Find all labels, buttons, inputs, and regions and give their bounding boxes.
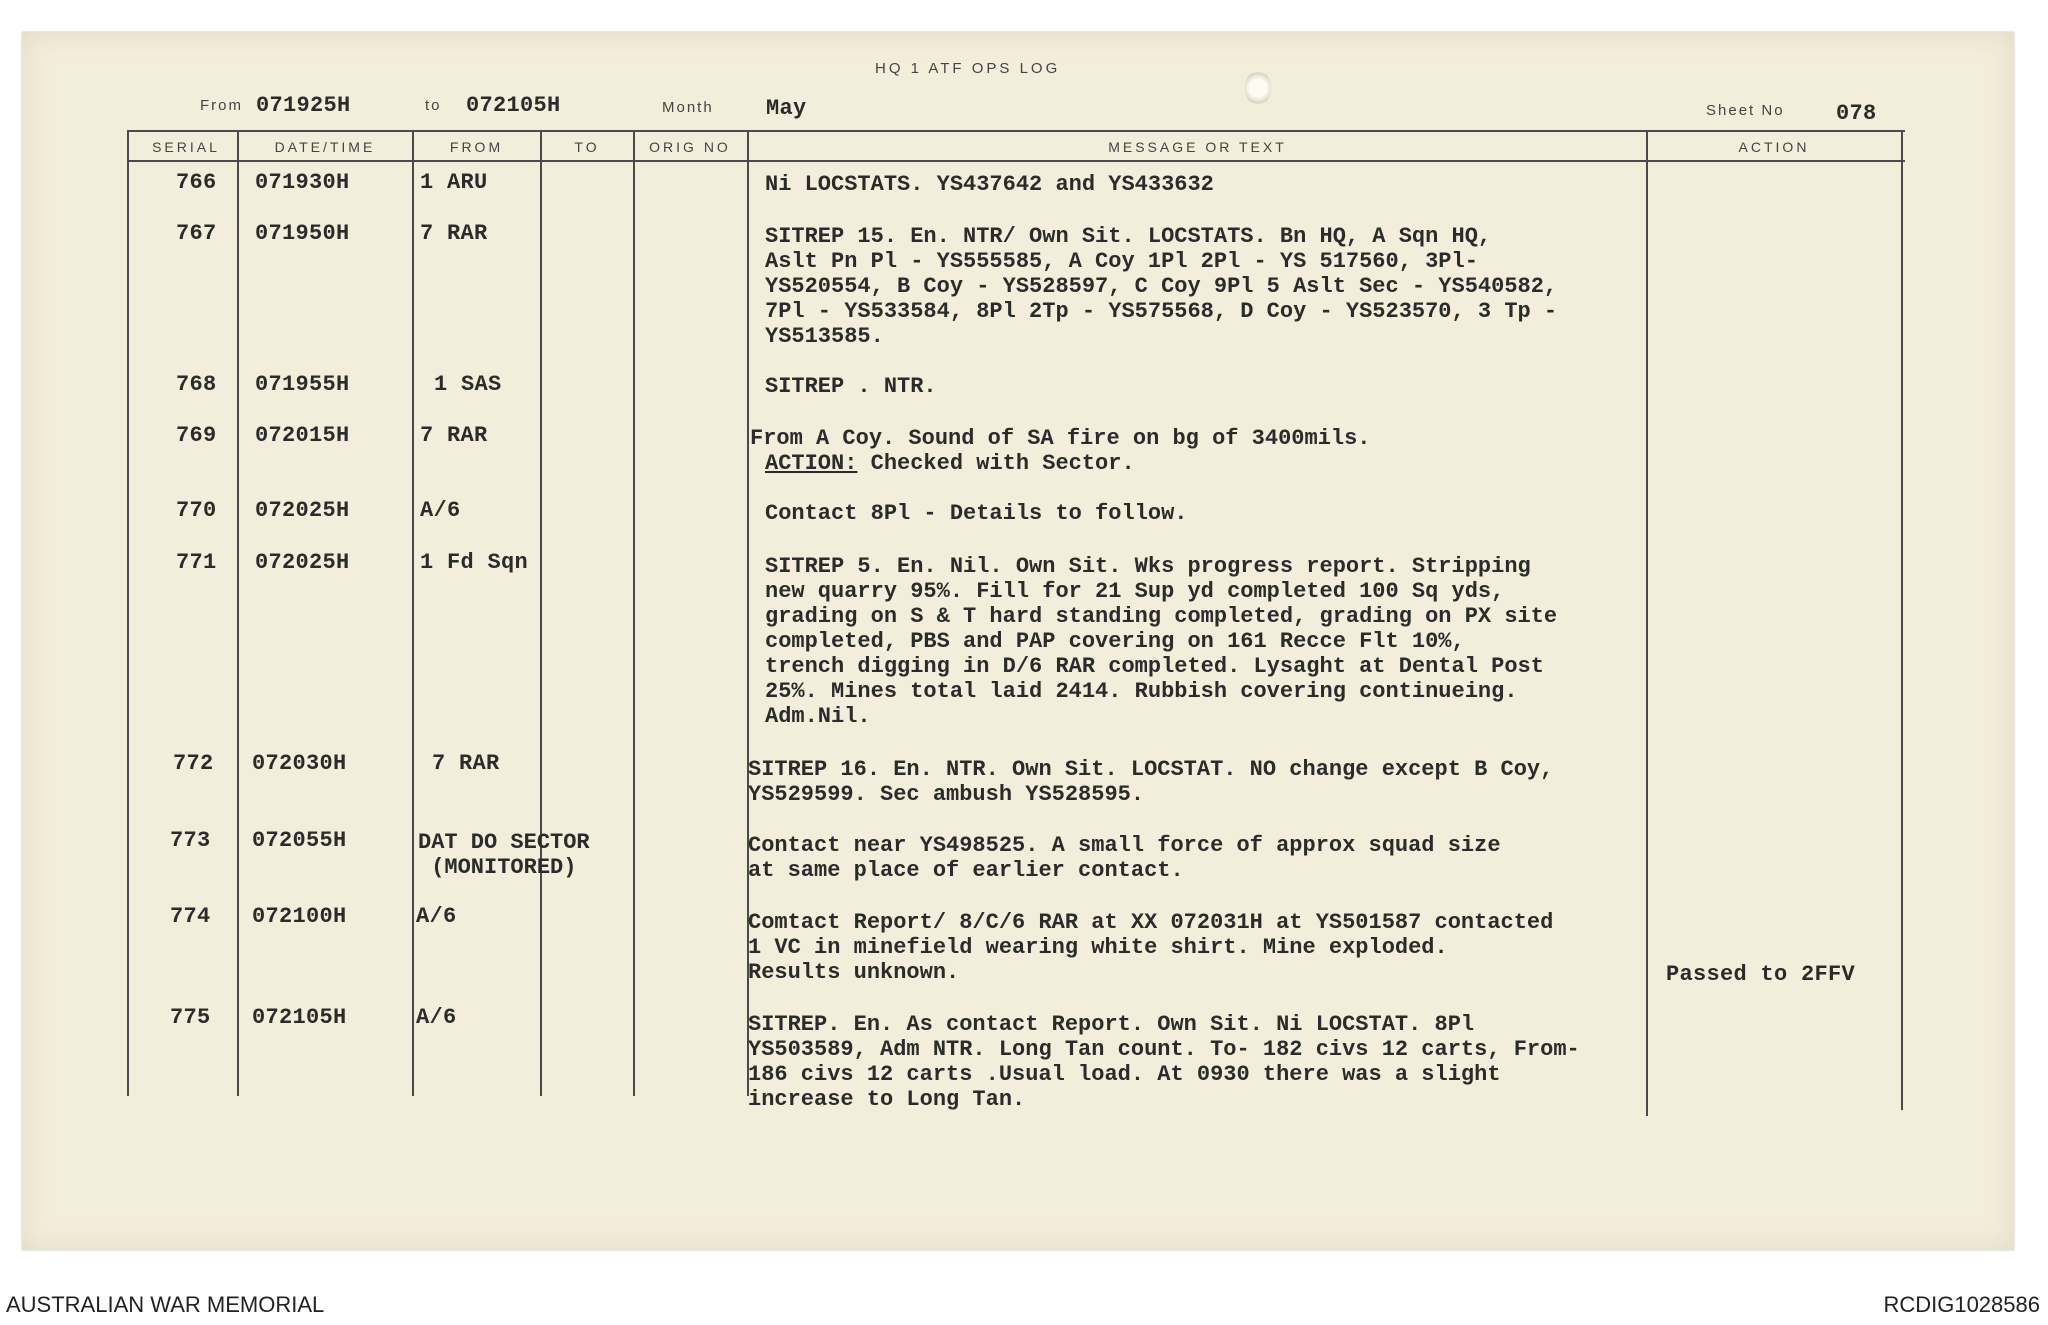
col-divider	[1901, 130, 1903, 1110]
footer-source: AUSTRALIAN WAR MEMORIAL	[6, 1292, 325, 1317]
log-title: HQ 1 ATF OPS LOG	[875, 60, 1061, 77]
row-serial: 769	[176, 423, 217, 448]
col-divider	[127, 130, 129, 1096]
row-datetime: 072025H	[255, 550, 350, 575]
col-header-serial: SERIAL	[152, 139, 220, 155]
row-message: Comtact Report/ 8/C/6 RAR at XX 072031H at YS501587 contacted 1 VC in minefield wearing white shirt. Mine exploded. Results unknown.	[748, 910, 1554, 985]
row-datetime: 071955H	[255, 372, 350, 397]
from-value: 071925H	[256, 93, 351, 118]
row-datetime: 072105H	[252, 1005, 347, 1030]
col-divider	[1646, 130, 1648, 1116]
row-from: 1 Fd Sqn	[420, 550, 529, 575]
row-message: SITREP 15. En. NTR/ Own Sit. LOCSTATS. Bn HQ, A Sqn HQ, Aslt Pn Pl - YS555585, A Coy 1Pl 2Pl - YS 517560, 3Pl- YS520554, B Coy - YS528597, C Coy 9Pl 5 Aslt Sec - YS540582, 7Pl - YS533584, 8Pl 2Tp - YS575568, D Coy - YS523570, 3 Tp - YS513585.	[765, 224, 1558, 349]
row-datetime: 071950H	[255, 221, 350, 246]
to-value: 072105H	[466, 93, 561, 118]
row-message: SITREP 16. En. NTR. Own Sit. LOCSTAT. NO change except B Coy, YS529599. Sec ambush YS528595.	[748, 757, 1554, 807]
row-serial: 771	[176, 550, 217, 575]
row-serial: 768	[176, 372, 217, 397]
row-message: SITREP . NTR.	[765, 374, 937, 399]
from-label: From	[200, 97, 243, 114]
row-serial: 767	[176, 221, 217, 246]
row-from: 7 RAR	[420, 423, 488, 448]
table-top-rule	[127, 130, 1905, 132]
row-from: 1 SAS	[434, 372, 502, 397]
row-serial: 770	[176, 498, 217, 523]
row-from: 7 RAR	[420, 221, 488, 246]
col-header-message: MESSAGE OR TEXT	[1108, 139, 1287, 155]
col-divider	[540, 130, 542, 1096]
row-from: DAT DO SECTOR (MONITORED)	[418, 830, 590, 880]
punch-hole	[1245, 70, 1271, 106]
col-header-action: ACTION	[1738, 139, 1810, 155]
col-divider	[633, 130, 635, 1096]
row-message-action	[765, 451, 1135, 476]
month-value: May	[766, 96, 807, 121]
row-serial: 766	[176, 170, 217, 195]
col-divider	[237, 130, 239, 1096]
action-label: ACTION:	[765, 451, 858, 476]
row-serial: 773	[170, 828, 211, 853]
row-datetime: 071930H	[255, 170, 350, 195]
row-datetime: 072030H	[252, 751, 347, 776]
row-from: A/6	[416, 904, 457, 929]
row-action: Passed to 2FFV	[1666, 962, 1856, 987]
col-header-to: TO	[574, 139, 600, 155]
action-text: Checked with Sector.	[857, 451, 1135, 476]
col-header-from: FROM	[449, 139, 504, 155]
row-message: From A Coy. Sound of SA fire on bg of 3400mils.	[750, 426, 1371, 451]
row-serial: 774	[170, 904, 211, 929]
row-message: Contact 8Pl - Details to follow.	[765, 501, 1188, 526]
month-label: Month	[662, 99, 714, 116]
col-header-datetime: DATE/TIME	[274, 139, 376, 155]
sheet-value: 078	[1836, 101, 1877, 126]
row-datetime: 072015H	[255, 423, 350, 448]
row-message: SITREP. En. As contact Report. Own Sit. Ni LOCSTAT. 8Pl YS503589, Adm NTR. Long Tan count. To- 182 civs 12 carts, From- 186 civs 12 carts .Usual load. At 0930 there was a slight increase to Long Tan.	[748, 1012, 1580, 1112]
row-from: 7 RAR	[432, 751, 500, 776]
row-datetime: 072100H	[252, 904, 347, 929]
row-from: A/6	[420, 498, 461, 523]
row-from: 1 ARU	[420, 170, 488, 195]
sheet-label: Sheet No	[1706, 102, 1785, 119]
col-header-orig-no: ORIG NO	[649, 139, 731, 155]
row-serial: 775	[170, 1005, 211, 1030]
row-serial: 772	[173, 751, 214, 776]
footer-record-id: RCDIG1028586	[1883, 1292, 2040, 1317]
row-message: SITREP 5. En. Nil. Own Sit. Wks progress report. Stripping new quarry 95%. Fill for 21 Sup yd completed 100 Sq yds, grading on S & T hard standing completed, grading on PX site completed, PBS and PAP covering on 161 Recce Flt 10%, trench digging in D/6 RAR completed. Lysaght at Dental Post 25%. Mines total laid 2414. Rubbish covering continueing. Adm.Nil.	[765, 554, 1558, 729]
row-message: Ni LOCSTATS. YS437642 and YS433632	[765, 172, 1214, 197]
col-divider	[412, 130, 414, 1096]
row-from: A/6	[416, 1005, 457, 1030]
row-message: Contact near YS498525. A small force of approx squad size at same place of earlier contact.	[748, 833, 1501, 883]
row-datetime: 072025H	[255, 498, 350, 523]
to-label: to	[425, 97, 442, 114]
table-header-rule	[127, 160, 1905, 162]
row-datetime: 072055H	[252, 828, 347, 853]
